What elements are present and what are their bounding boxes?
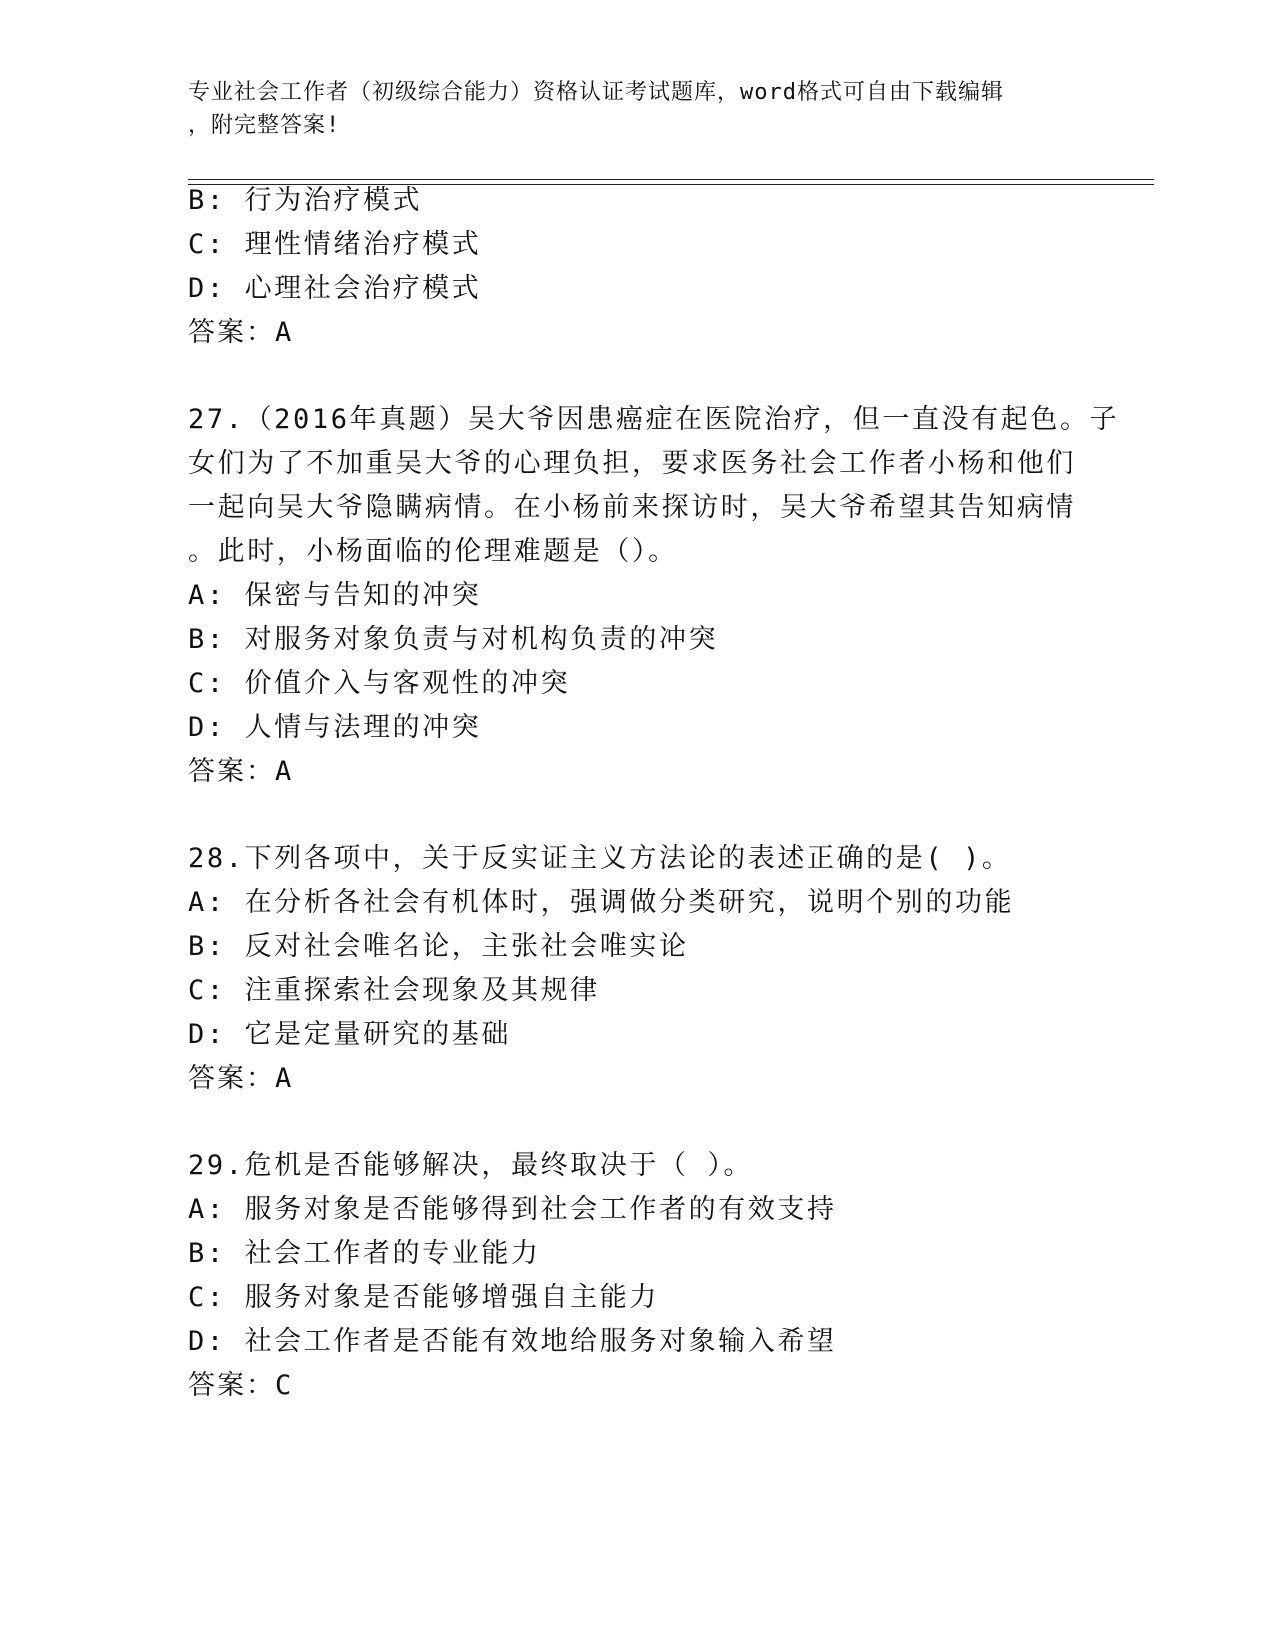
q29-option-a: A: 服务对象是否能够得到社会工作者的有效支持 bbox=[188, 1194, 837, 1225]
q28-option-b: B: 反对社会唯名论，主张社会唯实论 bbox=[188, 931, 689, 962]
q27-option-c: C: 价值介入与客观性的冲突 bbox=[188, 668, 571, 699]
q28-option-d: D: 它是定量研究的基础 bbox=[188, 1019, 511, 1050]
header-divider-top bbox=[188, 179, 1154, 180]
prev-option-b: B: 行为治疗模式 bbox=[188, 185, 423, 216]
prev-option-c: C: 理性情绪治疗模式 bbox=[188, 229, 482, 260]
q27-stem-line-2: 女们为了不加重吴大爷的心理负担，要求医务社会工作者小杨和他们 bbox=[188, 448, 1076, 479]
q27-answer: 答案：A bbox=[188, 756, 294, 787]
q29-stem: 29.危机是否能够解决，最终取决于（ ）。 bbox=[188, 1150, 754, 1181]
q27-stem-line-1: 27.（2016年真题）吴大爷因患癌症在医院治疗，但一直没有起色。子 bbox=[188, 404, 1120, 435]
q29-option-d: D: 社会工作者是否能有效地给服务对象输入希望 bbox=[188, 1326, 837, 1357]
document-header bbox=[188, 76, 1068, 142]
q28-option-c: C: 注重探索社会现象及其规律 bbox=[188, 975, 600, 1006]
q28-answer: 答案：A bbox=[188, 1063, 294, 1094]
header-title-line-1: 专业社会工作者（初级综合能力）资格认证考试题库，word格式可自由下载编辑 bbox=[188, 80, 1004, 105]
q27-stem-line-4: 。此时，小杨面临的伦理难题是（）。 bbox=[188, 536, 678, 567]
q27-stem-line-3: 一起向吴大爷隐瞒病情。在小杨前来探访时，吴大爷希望其告知病情 bbox=[188, 492, 1076, 523]
q27-option-a: A: 保密与告知的冲突 bbox=[188, 580, 482, 611]
q27-option-d: D: 人情与法理的冲突 bbox=[188, 712, 482, 743]
q28-option-a: A: 在分析各社会有机体时，强调做分类研究，说明个别的功能 bbox=[188, 887, 1015, 918]
prev-option-d: D: 心理社会治疗模式 bbox=[188, 273, 482, 304]
q29-option-b: B: 社会工作者的专业能力 bbox=[188, 1238, 541, 1269]
prev-answer: 答案：A bbox=[188, 317, 294, 348]
header-title-line-2: ，附完整答案! bbox=[188, 113, 341, 138]
q29-answer: 答案：C bbox=[188, 1370, 294, 1401]
q28-stem: 28.下列各项中，关于反实证主义方法论的表述正确的是( )。 bbox=[188, 843, 1012, 874]
q29-option-c: C: 服务对象是否能够增强自主能力 bbox=[188, 1282, 659, 1313]
q27-option-b: B: 对服务对象负责与对机构负责的冲突 bbox=[188, 624, 719, 655]
